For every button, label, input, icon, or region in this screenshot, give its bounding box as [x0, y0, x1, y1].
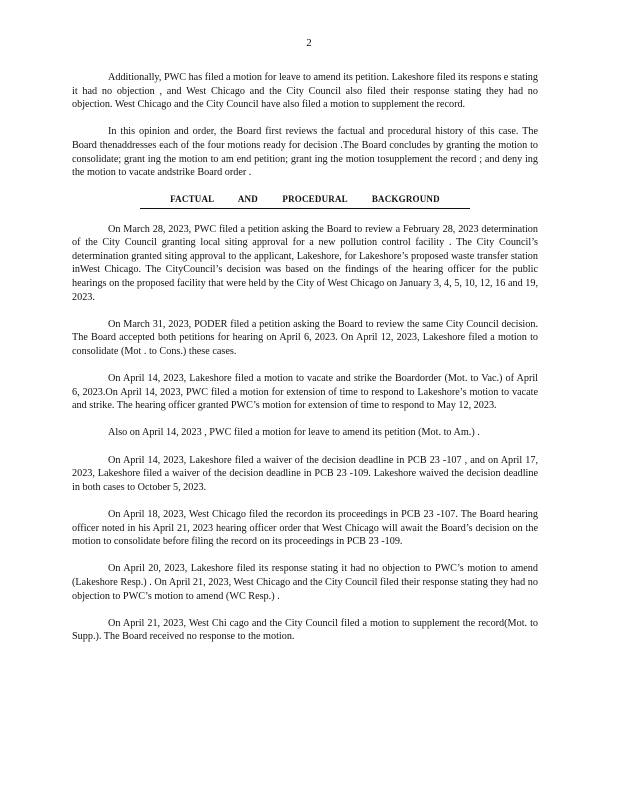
paragraph-april-14-vacate: On April 14, 2023, Lakeshore filed a motion to vacate and strike the Boardorder (Mot. to Vac.) of April 6, 2023.On April 14, 2023, PWC filed a motion for extension of time to respond to Lakeshore’s motion to vacate and strike. The hearing officer granted PWC’s motion for extension of time to respond to May 12, 2023.: [72, 373, 538, 412]
paragraph-opinion-overview: In this opinion and order, the Board first reviews the factual and procedural history of this case. The Board thenaddresses each of the four motions ready for decision .The Board concludes by granting the motion to consolidate; grant ing the motion to am end petition; grant ing the motion tosupplement the record ; and deny ing the motion to vacate andstrike Board order .: [72, 126, 538, 179]
page-number: 2: [306, 37, 312, 49]
paragraph-march-28: On March 28, 2023, PWC filed a petition asking the Board to review a February 28, 2023 determination of the City Council granting local siting approval for a new pollution control facility . The City Council’s determination granted siting approval to the applicant, Lakeshore, for Lakeshore’s proposed waste transfer station inWest Chicago. The CityCouncil’s decision was based on the findings of the hearing officer for the public hearings on the proposed facility that were held by the City of West Chicago on January 3, 4, 5, 10, 12, 16 and 19, 2023.: [72, 223, 538, 303]
paragraph-april-14-amend: Also on April 14, 2023 , PWC filed a motion for leave to amend its petition (Mot. to Am.) .: [108, 427, 480, 439]
paragraph-april-20: On April 20, 2023, Lakeshore filed its response stating it had no objection to PWC’s motion to amend (Lakeshore Resp.) . On April 21, 2023, West Chicago and the City Council filed their response stating they had no objection to PWC’s motion to amend (WC Resp.) .: [72, 563, 538, 602]
section-heading: [72, 193, 538, 209]
section-heading-text: FACTUAL AND PROCEDURAL BACKGROUND: [140, 193, 470, 209]
paragraph-additionally: Additionally, PWC has filed a motion for leave to amend its petition. Lakeshore filed its respons e stating it had no objection , and West Chicago and the City Council also filed their response stating they had no objection. West Chicago and the City Council have also filed a motion to supplement the record.: [72, 72, 538, 111]
document-body: [72, 71, 538, 658]
paragraph-april-18: On April 18, 2023, West Chicago filed the recordon its proceedings in PCB 23 -107. The Board hearing officer noted in his April 21, 2023 hearing officer order that West Chicago will await the Board’s decision on the motion to consolidate before filing the record on its proceedings in PCB 23 -109.: [72, 509, 538, 548]
paragraph-april-21: On April 21, 2023, West Chi cago and the City Council filed a motion to supplement the record(Mot. to Supp.). The Board received no response to the motion.: [72, 617, 538, 643]
paragraph-april-14-waiver: On April 14, 2023, Lakeshore filed a waiver of the decision deadline in PCB 23 -107 , and on April 17, 2023, Lakeshore filed a waiver of the decision deadline in PCB 23 -109. Lakeshore waived the decision deadline in both cases to October 5, 2023.: [72, 454, 538, 493]
paragraph-march-31: On March 31, 2023, PODER filed a petition asking the Board to review the same City Council decision. The Board accepted both petitions for hearing on April 6, 2023. On April 12, 2023, Lakeshore filed a motion to consolidate (Mot . to Cons.) these cases.: [72, 318, 538, 357]
